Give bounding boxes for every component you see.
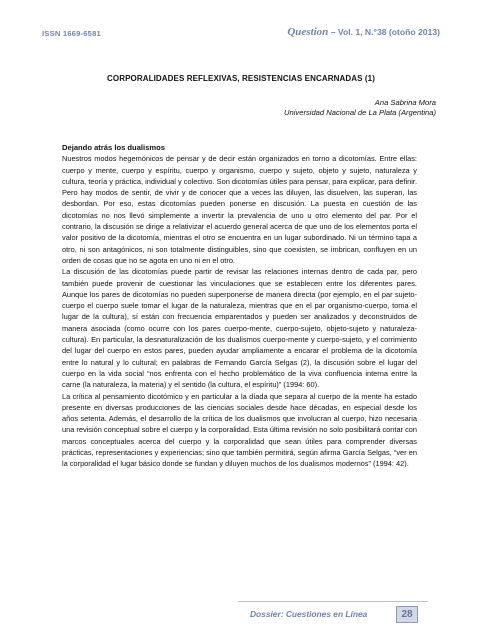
page-footer xyxy=(238,606,428,624)
article-body xyxy=(62,142,417,470)
dossier-label: Dossier: Cuestiones en Línea xyxy=(250,609,368,619)
paragraph: La crítica al pensamiento dicotómico y en particular a la díada que separa al cuerpo de la mente ha estado presente en diversas producciones de las ciencias sociales desde hace décadas, en especial desde los años setenta. Además, el desarrollo de la crítica de los dualismos que involucran al cuerpo, hizo necesaria una revisión conceptual sobre el cuerpo y la corporalidad. Esta última revisión no solo posibilitará contar con marcos conceptuales acerca del cuerpo y la corporalidad que sean útiles para comprender diversas prácticas, representaciones y experiencias; sino que también permitirá, según afirma García Selgas, “ver en la corporalidad el lugar básico donde se fundan y diluyen muchos de los dualismos modernos” (1994: 42). xyxy=(62,391,417,469)
journal-name: Question xyxy=(287,26,329,38)
article-title: CORPORALIDADES REFLEXIVAS, RESISTENCIAS ENCARNADAS (1) xyxy=(107,74,375,83)
page-header xyxy=(42,26,440,42)
author-affiliation: Universidad Nacional de La Plata (Argentina) xyxy=(284,107,436,117)
author-block xyxy=(284,98,436,117)
paragraph: La discusión de las dicotomías puede partir de revisar las relaciones internas dentro de cada par, pero también puede provenir de cuestionar las vinculaciones que se establecen entre los diferentes pares. Aunque los pares de dicotomías no pueden superponerse de manera directa (por ejemplo, en el par sujeto-cuerpo el cuerpo suele tomar el lugar de la naturaleza, mientras que en el par organismo-cuerpo, toma el lugar de la cultura), sí están con frecuencia emparentados y pueden ser analizados y deconstruidos de manera asociada (como ocurre con los pares cuerpo-mente, cuerpo-sujeto, objeto-sujeto y naturaleza-cultura). En particular, la desnaturalización de los dualismos cuerpo-mente y cuerpo-sujeto, y el corrimiento del lugar del cuerpo en estos pares, pueden ayudar ampliamente a encarar el problema de la dicotomía entre lo natural y lo cultural; en palabras de Fernando García Selgas (2), la discusión sobre el lugar del cuerpo en la vida social “nos enfrenta con el hecho problemático de la viva confluencia interna entre la carne (la naturaleza, la materia) y el sentido (la cultura, el espíritu)” (1994: 60). xyxy=(62,267,417,390)
page-number: 28 xyxy=(396,606,418,623)
author-name: Ana Sabrina Mora xyxy=(374,98,436,107)
journal-volume: – Vol. 1, N.°38 (otoño 2013) xyxy=(328,27,440,37)
section-heading: Dejando atrás los dualismos xyxy=(62,143,165,152)
footer-divider xyxy=(238,601,428,602)
paragraph: Nuestros modos hegemónicos de pensar y de decir están organizados en torno a dicotomías. Entre ellas: cuerpo y mente, cuerpo y espíritu, cuerpo y organismo, cuerpo y sujeto, objeto y sujeto, naturaleza y cultura, teoría y práctica, individual y colectivo. Son dicotomías útiles para pensar, para explicar, para definir. Pero hay modos de sentir, de vivir y de conocer que a veces las diluyen, las disuelven, las superan, las desbordan. Por eso, estas dicotomías pueden ponerse en discusión. La puesta en cuestión de las dicotomías no nos llevó simplemente a invertir la prevalencia de uno u otro elemento del par. Por el contrario, la discusión se dirige a relativizar el acuerdo general acerca de que uno de los elementos porta el valor positivo de la dicotomía, mientras el otro se encuentra en un lugar subordinado. Ni un término tapa a otro, ni son antagónicos, ni son totalmente distinguibles, sino que coexisten, se imbrican, confluyen en un orden de cosas que no se agota en uno ni en el otro. xyxy=(62,154,417,265)
issn-label: ISSN 1669-6581 xyxy=(42,29,101,38)
journal-info xyxy=(287,26,440,38)
